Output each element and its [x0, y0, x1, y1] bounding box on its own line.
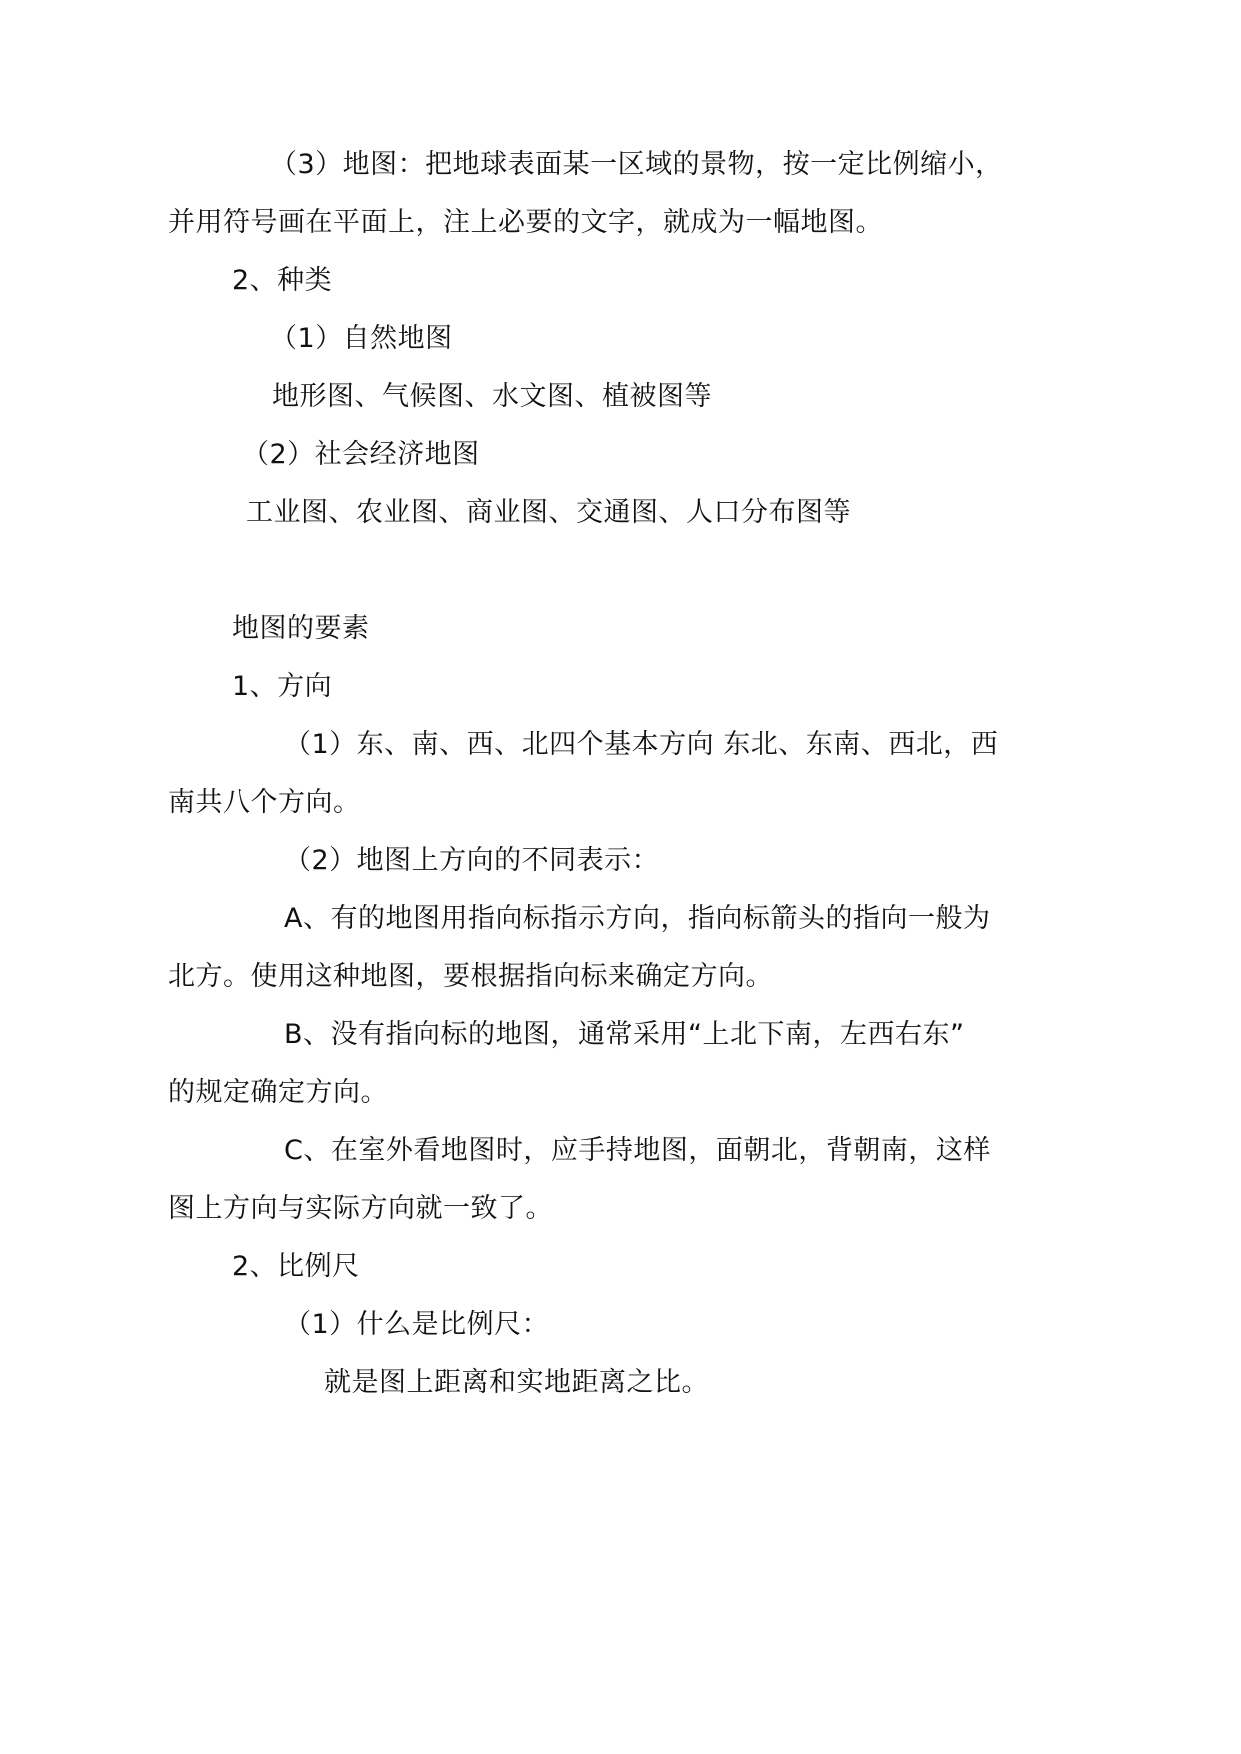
point-c-line-1: C、在室外看地图时，应手持地图，面朝北，背朝南，这样	[284, 1135, 991, 1166]
subheading-direction-representation: （2）地图上方向的不同表示：	[284, 845, 660, 876]
socioeconomic-maps-examples: 工业图、农业图、商业图、交通图、人口分布图等	[246, 497, 851, 528]
scale-definition: 就是图上距离和实地距离之比。	[324, 1367, 709, 1398]
section-heading-types: 2、种类	[232, 265, 333, 296]
subheading-natural-maps: （1）自然地图	[270, 323, 453, 354]
direction-basic-line-1: （1）东、南、西、北四个基本方向 东北、东南、西北，西	[284, 729, 999, 760]
direction-basic-line-2: 南共八个方向。	[168, 787, 361, 818]
point-a-line-2: 北方。使用这种地图，要根据指向标来确定方向。	[168, 961, 773, 992]
map-definition-line-1: （3）地图：把地球表面某一区域的景物，按一定比例缩小，	[270, 149, 1003, 180]
point-c-line-2: 图上方向与实际方向就一致了。	[168, 1193, 553, 1224]
map-definition-line-2: 并用符号画在平面上，注上必要的文字，就成为一幅地图。	[168, 207, 883, 238]
point-b-line-2: 的规定确定方向。	[168, 1077, 388, 1108]
section-heading-scale: 2、比例尺	[232, 1251, 360, 1282]
point-a-line-1: A、有的地图用指向标指示方向，指向标箭头的指向一般为	[284, 903, 991, 934]
point-b-line-1: B、没有指向标的地图，通常采用“上北下南，左西右东”	[284, 1019, 965, 1050]
section-heading-direction: 1、方向	[232, 671, 333, 702]
natural-maps-examples: 地形图、气候图、水文图、植被图等	[272, 381, 712, 412]
heading-map-elements: 地图的要素	[232, 613, 370, 644]
subheading-what-is-scale: （1）什么是比例尺：	[284, 1309, 550, 1340]
subheading-socioeconomic-maps: （2）社会经济地图	[242, 439, 480, 470]
